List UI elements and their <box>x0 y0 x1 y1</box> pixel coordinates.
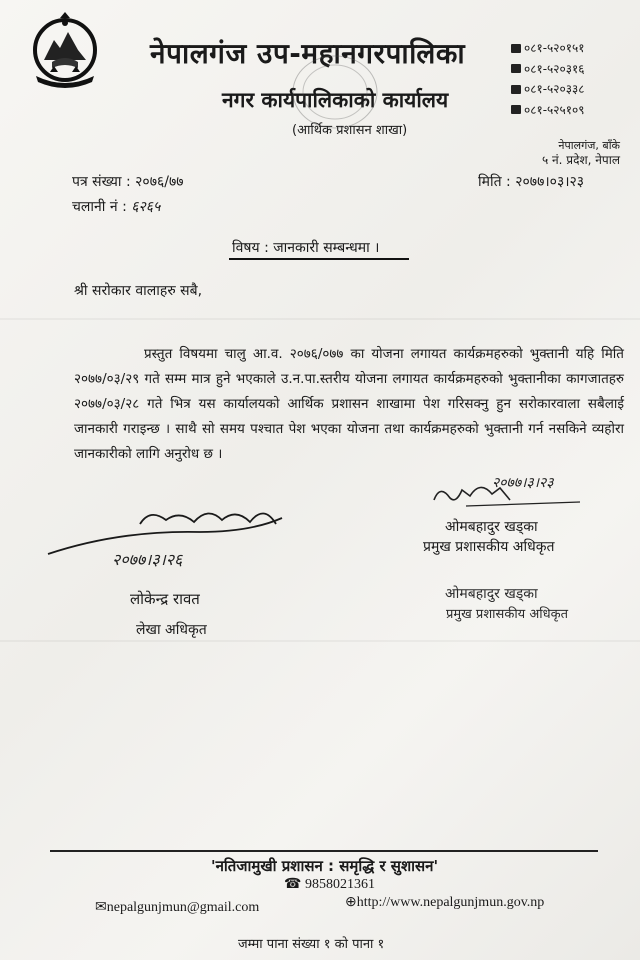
email-icon: ✉ <box>95 900 107 915</box>
branch-name: (आर्थिक प्रशासन शाखा) <box>292 123 408 138</box>
footer-website-url[interactable]: http://www.nepalgunjmun.gov.np <box>356 895 545 910</box>
phone-icon <box>511 44 521 53</box>
nepal-emblem-logo <box>30 10 100 90</box>
paper-fold <box>0 318 640 320</box>
phone-entry <box>511 38 585 59</box>
right-signatory-title: प्रमुख प्रशासकीय अधिकृत <box>423 539 555 555</box>
dispatch-value: ६२६५ <box>131 199 161 215</box>
phone-icon <box>511 105 521 114</box>
phone-icon <box>511 85 521 94</box>
ref-label: पत्र संख्या : <box>72 174 131 190</box>
letter-date <box>478 172 584 191</box>
phone-number: ०८१-५२०१५१ <box>524 41 585 55</box>
subject-underline <box>229 258 409 260</box>
phone-entry <box>511 59 585 80</box>
office-address <box>542 138 620 168</box>
footer-website <box>345 894 544 911</box>
left-handwritten-date: २०७७।३।२६ <box>112 550 183 569</box>
stamp-name: ओमबहादुर खड्का <box>445 586 538 602</box>
phone-list <box>511 38 585 120</box>
date-label: मिति : <box>478 174 511 190</box>
left-signatory-title: लेखा अधिकृत <box>136 622 207 638</box>
paper-fold <box>0 640 640 642</box>
salutation: श्री सरोकार वालाहरु सबै, <box>74 283 203 299</box>
footer-motto: 'नतिजामुखी प्रशासन : समृद्धि र सुशासन' <box>211 857 439 875</box>
office-subtitle: नगर कार्यपालिकाको कार्यालय <box>222 88 449 112</box>
phone-entry <box>511 79 585 100</box>
letter-subject: विषय : जानकारी सम्बन्धमा । <box>232 240 380 256</box>
stamp-title: प्रमुख प्रशासकीय अधिकृत <box>446 607 569 622</box>
right-signatory-name: ओमबहादुर खड्का <box>445 519 538 535</box>
letter-body: प्रस्तुत विषयमा चालु आ.व. २०७६/०७७ का योजना लगायत कार्यक्रमहरुको भुक्तानी यहि मिति २०७७/०३/२९ गते सम्म मात्र हुने भएकाले उ.न.पा.स्तरीय योजना लगायत कार्यक्रमहरुको भुक्तानीका कागजातहरु २०७७/०३/२८ गते भित्र यस कार्यालयको आर्थिक प्रशासन शाखामा पेश गरिसक्नु हुन सरोकारवाला सबैलाई जानकारी गराइन्छ । साथै सो समय पश्चात पेश भएका योजना तथा कार्यक्रमहरुको भुक्तानी गर्न नसकिने व्यहोरा जानकारीको लागि अनुरोध छ । <box>74 346 624 462</box>
phone-number: ०८१-५२०३३८ <box>524 82 585 96</box>
reference-block <box>72 170 184 220</box>
footer-email <box>95 899 259 916</box>
phone-icon: ☎ <box>284 877 302 892</box>
footer-phone-number: 9858021361 <box>304 877 375 892</box>
date-value: २०७७।०३।२३ <box>515 174 585 190</box>
phone-number: ०८१-५२५१०९ <box>524 102 585 117</box>
phone-number: ०८१-५२०३१६ <box>524 61 585 76</box>
footer-email-address[interactable]: nepalgunjmun@gmail.com <box>106 900 260 915</box>
dispatch-label: चलानी नं : <box>72 199 127 215</box>
footer-phone <box>284 876 375 893</box>
office-seal-stamp <box>290 52 380 132</box>
globe-icon: ⊕ <box>345 895 357 910</box>
office-title: नेपालगंज उप-महानगरपालिका <box>150 37 466 70</box>
page-count: जम्मा पाना संख्या १ को पाना १ <box>238 937 385 952</box>
phone-entry <box>511 100 585 121</box>
right-handwritten-date: २०७७।३।२३ <box>492 475 554 491</box>
address-province: ५ नं. प्रदेश, नेपाल <box>541 153 620 167</box>
address-city: नेपालगंज, बाँके <box>558 139 620 152</box>
ref-value: २०७६/७७ <box>135 174 184 190</box>
left-signatory-name: लोकेन्द्र रावत <box>130 590 200 608</box>
footer-divider <box>50 850 598 852</box>
phone-icon <box>511 64 521 73</box>
